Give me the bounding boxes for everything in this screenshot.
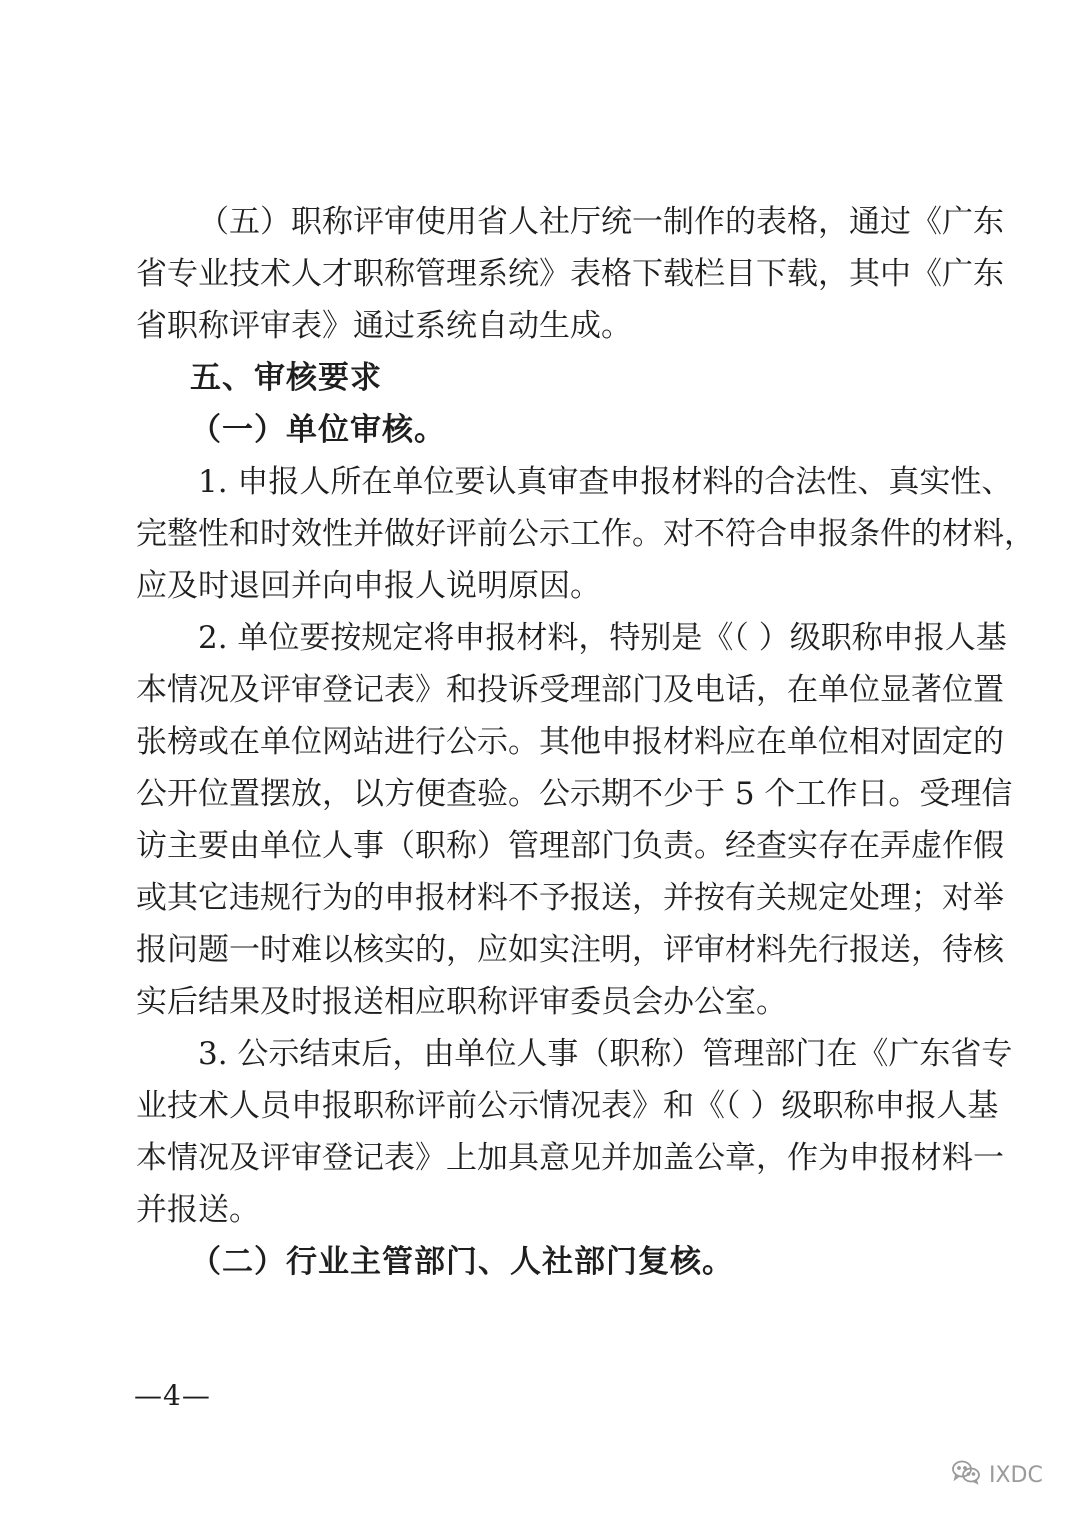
item-2-line-6: 或其它违规行为的申报材料不予报送，并按有关规定处理；对举 bbox=[136, 880, 1004, 916]
paragraph-1-line-1: （五）职称评审使用省人社厅统一制作的表格，通过《广东 bbox=[198, 204, 1004, 240]
item-1-line-2: 完整性和时效性并做好评前公示工作。对不符合申报条件的材料， bbox=[136, 516, 1035, 552]
item-2-line-8: 实后结果及时报送相应职称评审委员会办公室。 bbox=[136, 984, 787, 1020]
paragraph-1-line-2: 省专业技术人才职称管理系统》表格下载栏目下载，其中《广东 bbox=[136, 256, 1004, 292]
paragraph-1-line-3: 省职称评审表》通过系统自动生成。 bbox=[136, 308, 632, 344]
item-2-line-5: 访主要由单位人事（职称）管理部门负责。经查实存在弄虚作假 bbox=[136, 828, 1004, 864]
item-3-line-4: 并报送。 bbox=[136, 1192, 260, 1228]
item-2-line-4: 公开位置摆放，以方便查验。公示期不少于 5 个工作日。受理信 bbox=[136, 776, 1013, 812]
item-1-line-1: 1. 申报人所在单位要认真审查申报材料的合法性、真实性、 bbox=[198, 464, 1013, 500]
item-1-line-3: 应及时退回并向申报人说明原因。 bbox=[136, 568, 601, 604]
item-2-line-7: 报问题一时难以核实的，应如实注明，评审材料先行报送，待核 bbox=[136, 932, 1004, 968]
subsection-heading-1: （一）单位审核。 bbox=[190, 412, 446, 448]
item-2-line-3: 张榜或在单位网站进行公示。其他申报材料应在单位相对固定的 bbox=[136, 724, 1004, 760]
section-heading-5: 五、审核要求 bbox=[190, 360, 382, 396]
item-2-line-1: 2. 单位要按规定将申报材料，特别是《（ ）级职称申报人基 bbox=[198, 620, 1007, 656]
wechat-icon bbox=[951, 1459, 981, 1491]
page-number: —4— bbox=[134, 1379, 211, 1412]
item-3-line-1: 3. 公示结束后，由单位人事（职称）管理部门在《广东省专 bbox=[198, 1036, 1013, 1072]
item-3-line-3: 本情况及评审登记表》上加具意见并加盖公章，作为申报材料一 bbox=[136, 1140, 1004, 1176]
item-2-line-2: 本情况及评审登记表》和投诉受理部门及电话，在单位显著位置 bbox=[136, 672, 1004, 708]
watermark bbox=[951, 1457, 1043, 1493]
watermark-text: IXDC bbox=[989, 1462, 1043, 1488]
item-3-line-2: 业技术人员申报职称评前公示情况表》和《（ ）级职称申报人基 bbox=[136, 1088, 999, 1124]
subsection-heading-2: （二）行业主管部门、人社部门复核。 bbox=[190, 1244, 734, 1280]
